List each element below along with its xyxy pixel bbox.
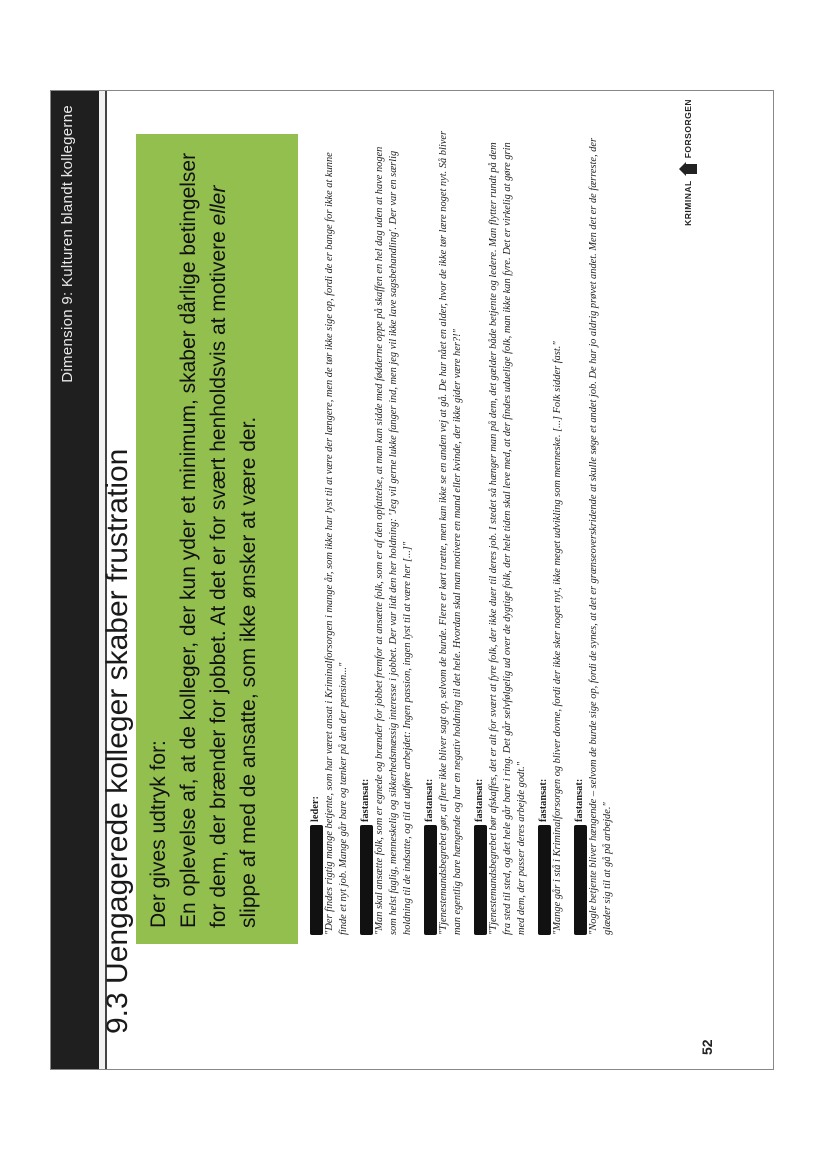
summary-emphasis: eller [207,185,230,226]
redaction-bar [424,825,437,935]
quote-role: leder: [310,796,321,822]
quote-text: "Tjenestemandsbegrebet bør afskaffes, det er alt for svært at fyre folk, der ikke duer til deres job. I stedet så hænger man på dem, det gælder både betjente og ledere. Man flytter rundt på dem fra sted til sted, og det hele går bare i ring. Det går selvfølgelig ud over de dygtige folk, der hele tiden skal leve med, at der findes uduelige folk, man ikke kan fyre. Det er virkelig at gøre grin med dem, der passer deres arbejde godt." [488,142,527,935]
quote-role: fastansat: [474,778,485,822]
quote-header [423,130,437,935]
summary-box [136,134,298,944]
quote-item [537,130,565,935]
quote-text: "Nogle betjente bliver hængende – selvom de burde sige op, fordi de synes, at det er grænseoverskridende at skulle søge et andet job. De har jo aldrig prøvet andet. Men det er de færreste, der glæder sig til at gå på arbejde." [588,137,613,935]
quote-role: fastansat: [360,778,371,822]
quote-header [359,130,373,935]
redaction-bar [574,825,587,935]
section-title: 9.3 Uengagerede kolleger skaber frustration [101,448,134,1034]
redaction-bar [360,825,373,935]
document-page [50,90,774,1070]
quote-header [309,130,323,935]
page-number: 52 [699,1039,715,1055]
rotated-page-content [51,91,773,1069]
quote-header [537,130,551,935]
redaction-bar [310,825,323,935]
summary-lead: Der gives udtryk for: [147,740,170,928]
quote-header [573,130,587,935]
quote-item [573,130,615,935]
quote-role: fastansat: [538,778,549,822]
quote-role: fastansat: [424,778,435,822]
quote-header [473,130,487,935]
quote-list [309,130,623,935]
summary-pre: En oplevelse af, at de kolleger, der kun yder et minimum, skaber dårlige betingelser for dem, der brænder for jobbet. At det er for svært henholdsvis at motivere [177,152,230,928]
quote-item [423,130,465,935]
kriminalforsorgen-logo [679,99,697,226]
quote-text: "Tjenestemandsbegrebet gør, at flere ikke bliver sagt op, selvom de burde. Flere er kørt trætte, men kan ikke se en anden vej at gå. De har nået en alder, hvor de ikke tør lære noget nyt. Så bliver man egentlig bare hængende og har en negativ holdning til det hele. Hvordan skal man motivere en mand eller kvinde, der ikke gider være her?!" [438,130,463,935]
logo-text-right: FORSORGEN [683,99,693,159]
quote-role: fastansat: [574,778,585,822]
summary-text [174,150,264,928]
logo-text-left: KRIMINAL [683,180,693,226]
redaction-bar [538,825,551,935]
running-header: Dimension 9: Kulturen blandt kollegerne [59,105,76,383]
quote-text: "Der findes rigtig mange betjente, som har været ansat i Kriminalforsorgen i mange år, som ikke har lyst til at være der længere, men de tør ikke sige op, fordi de er bange for ikke at kunne finde et nyt job. Mange går bare og tænker på den der pension..." [324,152,349,935]
summary-post: slippe af med de ansatte, som ikke ønsker at være der. [237,416,260,928]
redaction-bar [474,825,487,935]
quote-item [359,130,415,935]
quote-text: "Mange går i stå i Kriminalforsorgen og bliver dovne, fordi der ikke sker noget nyt, ikke meget udvikling som menneske. [...] Folk sidder fast." [552,341,563,935]
quote-text: "Man skal ansætte folk, som er egnede og brænder for jobbet fremfor at ansætte folk, som er af den opfattelse, at man kan sidde med fødderne oppe på skaffen en hel dag uden at have nogen som helst faglig, menneskelig og sikkerhedsmæssig interesse i jobbet. Der var lidt den her holdning: 'Jeg vil gerne lukke fanger ind, men jeg vil ikke lave sagsbehandling'. Der var en særlig holdning til de indsatte, og til at udføre arbejdet: Ingen passion, ingen lyst til at være her [...]" [374,146,413,935]
quote-item [473,130,529,935]
logo-mark-icon [679,162,697,176]
quote-item [309,130,351,935]
